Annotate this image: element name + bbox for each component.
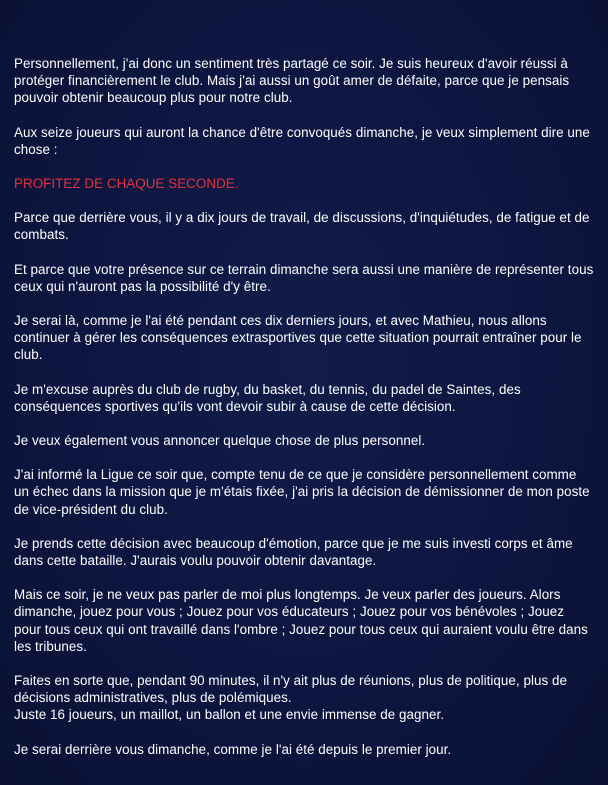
paragraph-announcement: Je veux également vous annoncer quelque chose de plus personnel. [14, 433, 426, 449]
highlight-slogan: PROFITEZ DE CHAQUE SECONDE. [14, 176, 239, 192]
paragraph-representation: Et parce que votre présence sur ce terrain dimanche sera aussi une manière de représenter tous ceux qui n'auront pas la possibilité d'y être. [14, 261, 594, 294]
paragraph-resignation: J'ai informé la Ligue ce soir que, compte tenu de ce que je considère personnellement comme un échec dans la mission que je m'étais fixée, j'ai pris la décision de démissionner de mon poste de vice-président du club. [14, 467, 590, 517]
paragraph-feelings: Personnellement, j'ai donc un sentiment très partagé ce soir. Je suis heureux d'avoir réussi à protéger financièrement le club. Mais j'ai aussi un goût amer de défaite, parce que je pensais pouvoir obtenir beaucoup plus pour notre club. [14, 56, 570, 106]
paragraph-emotion: Je prends cette décision avec beaucoup d'émotion, parce que je me suis investi corps et âme dans cette bataille. J'aurais voulu pouvoir obtenir davantage. [14, 535, 573, 569]
paragraph-apology: Je m'excuse auprès du club de rugby, du basket, du tennis, du padel de Saintes, des conséquences sportives qu'ils vont devoir subir à cause de cette décision. [14, 381, 521, 414]
paragraph-ten-days: Parce que derrière vous, il y a dix jours de travail, de discussions, d'inquiétudes, de fatigue et de combats. [14, 210, 590, 243]
paragraph-address-players: Aux seize joueurs qui auront la chance d'être convoqués dimanche, je veux simplement dire une chose : [14, 124, 590, 157]
paragraph-closing: Je serai derrière vous dimanche, comme je l'ai été depuis le premier jour. [14, 741, 452, 757]
paragraph-commitment: Je serai là, comme je l'ai été pendant ces dix derniers jours, et avec Mathieu, nous allons continuer à gérer les conséquences extrasportives que cette situation pourrait entraîner pour le club. [14, 313, 582, 363]
paragraph-play-for: Mais ce soir, je ne veux pas parler de moi plus longtemps. Je veux parler des joueurs. Alors dimanche, jouez pour vous ; Jouez pour vos éducateurs ; Jouez pour vos bénévoles ; Jouez pour tous ceux qui ont travaillé dans l'ombre ; Jouez pour tous ceux qui auraient voulu être dans les tribunes. [14, 587, 588, 654]
paragraph-ninety-minutes: Faites en sorte que, pendant 90 minutes, il n'y ait plus de réunions, plus de politique, plus de décisions administratives, plus de polémiques. Juste 16 joueurs, un maillot, un ballon et une envie immense de gagner. [14, 673, 567, 723]
